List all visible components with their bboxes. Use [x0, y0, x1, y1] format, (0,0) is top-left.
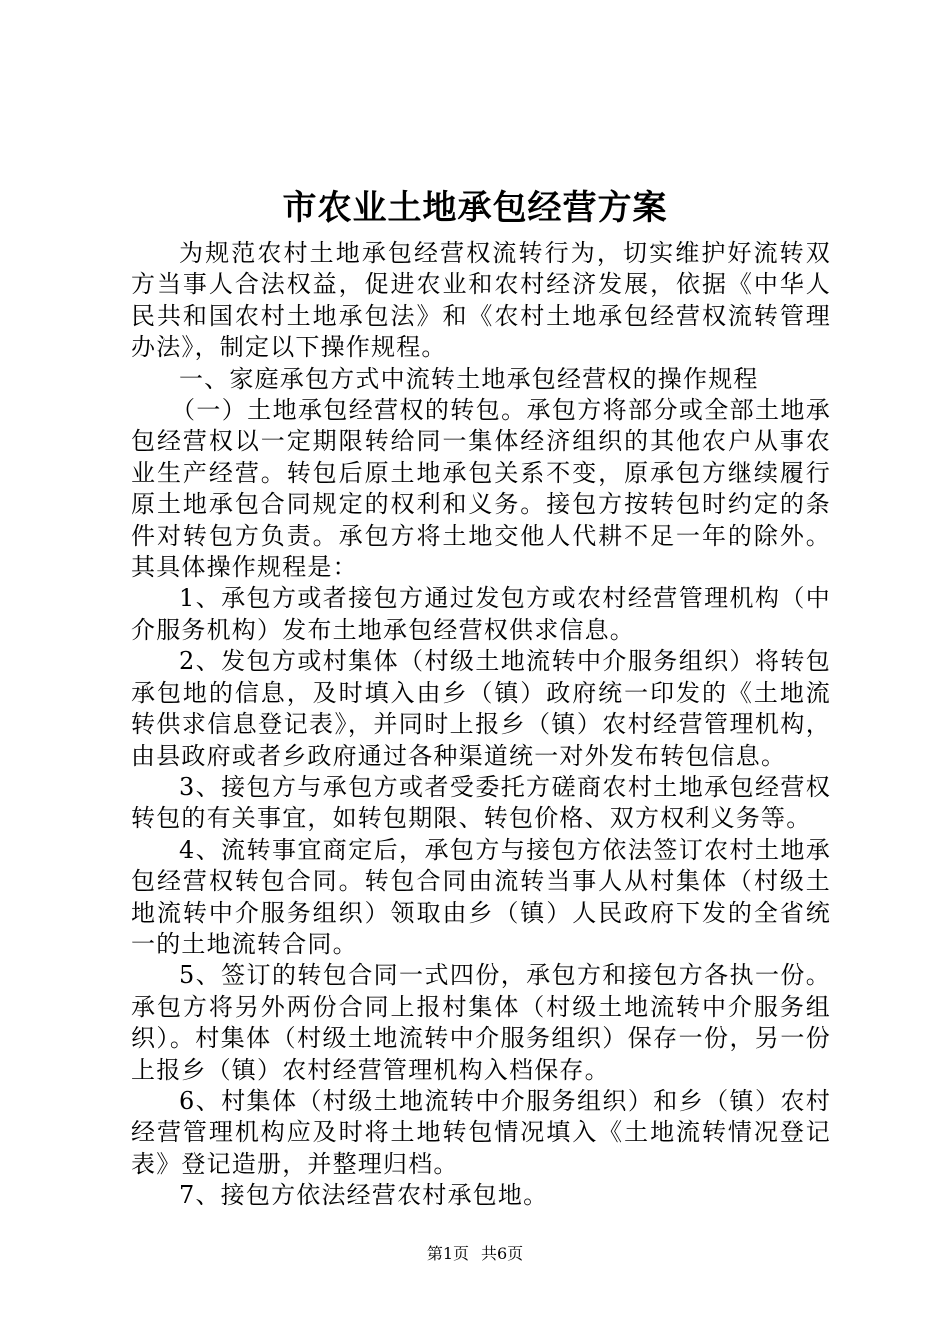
list-item: 7、接包方依法经营农村承包地。: [179, 1181, 549, 1210]
list-item: 3、接包方与承包方或者受委托方磋商农村土地承包经营权转包的有关事宜，如转包期限、转包价格、双方权利义务等。: [131, 772, 831, 833]
list-item: 1、承包方或者接包方通过发包方或农村经营管理机构（中介服务机构）发布土地承包经营权供求信息。: [131, 584, 831, 644]
list-item: 6、村集体（村级土地流转中介服务组织）和乡（镇）农村经营管理机构应及时将土地转包情况填入《土地流转情况登记表》登记造册，并整理归档。: [131, 1086, 831, 1178]
list-item: 4、流转事宜商定后，承包方与接包方依法签订农村土地承包经营权转包合同。转包合同由流转当事人从村集体（村级土地流转中介服务组织）领取由乡（镇）人民政府下发的全省统一的土地流转合同。: [131, 835, 831, 958]
list-item: 2、发包方或村集体（村级土地流转中介服务组织）将转包承包地的信息，及时填入由乡（镇）政府统一印发的《土地流转供求信息登记表》，并同时上报乡（镇）农村经营管理机构，由县政府或者乡政府通过各种渠道统一对外发布转包信息。: [131, 647, 831, 770]
page-footer: [0, 1244, 950, 1264]
subsection-paragraph: （一）土地承包经营权的转包。承包方将部分或全部土地承包经营权以一定期限转给同一集体经济组织的其他农户从事农业生产经营。转包后原土地承包关系不变，原承包方继续履行原土地承包合同规定的权利和义务。接包方按转包时约定的条件对转包方负责。承包方将土地交他人代耕不足一年的除外。其具体操作规程是：: [131, 396, 831, 582]
document-body: [131, 238, 831, 1212]
section-heading: 一、家庭承包方式中流转土地承包经营权的操作规程: [179, 364, 759, 393]
list-item: 5、签订的转包合同一式四份，承包方和接包方各执一份。承包方将另外两份合同上报村集体（村级土地流转中介服务组织）。村集体（村级土地流转中介服务组织）保存一份，另一份上报乡（镇）农村经营管理机构入档保存。: [131, 961, 831, 1084]
page-number: 第1页: [426, 1244, 469, 1263]
page-total: 共6页: [481, 1244, 524, 1263]
document-title: 市农业土地承包经营方案: [282, 188, 668, 228]
intro-paragraph: 为规范农村土地承包经营权流转行为，切实维护好流转双方当事人合法权益，促进农业和农村经济发展，依据《中华人民共和国农村土地承包法》和《农村土地承包经营权流转管理办法》，制定以下操作规程。: [131, 239, 831, 362]
